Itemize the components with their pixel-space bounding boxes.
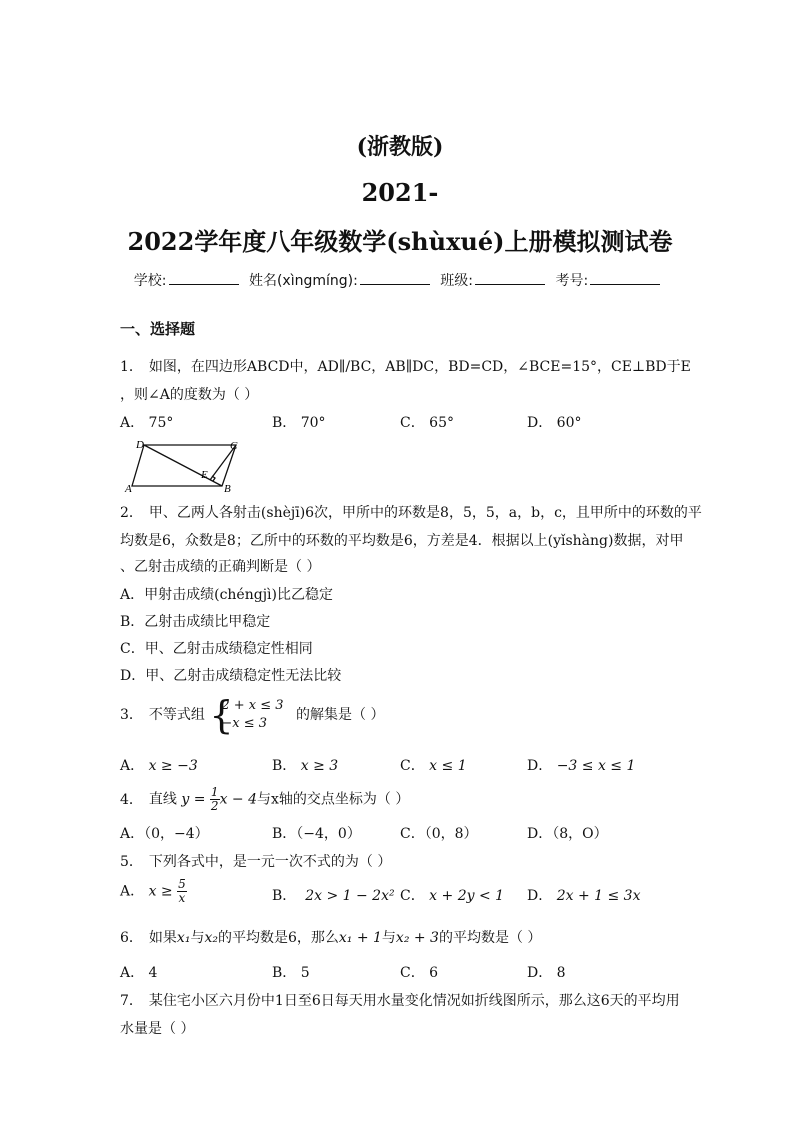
q5-option-d-label: D． bbox=[527, 888, 553, 904]
question-5-text: 下列各式中，是一元一次不式的为（ ） bbox=[148, 854, 392, 870]
school-blank[interactable] bbox=[169, 270, 239, 285]
question-6-text-1: 如果 bbox=[148, 930, 177, 946]
class-blank[interactable] bbox=[475, 270, 545, 285]
student-info-line bbox=[0, 270, 800, 290]
question-6-x2: x₂ bbox=[204, 930, 218, 946]
q3-option-a-math: x ≥ −3 bbox=[148, 758, 198, 774]
q3-option-c[interactable] bbox=[400, 755, 467, 775]
fraction-one-half bbox=[210, 786, 220, 813]
question-6-expr-2: x₂ + 3 bbox=[395, 930, 439, 946]
question-1-line-1 bbox=[120, 356, 691, 376]
fig-label-a: A bbox=[125, 483, 132, 494]
q6-option-a[interactable]: A． 4 bbox=[120, 965, 158, 981]
question-1-line-2: ，则∠A的度数为（ ） bbox=[120, 387, 259, 403]
title-line-2: 2022学年度八年级数学(shùxué)上册模拟测试卷 bbox=[127, 227, 673, 256]
q6-option-c[interactable]: C． 6 bbox=[400, 965, 439, 981]
question-4 bbox=[120, 786, 409, 813]
q5-option-d[interactable] bbox=[527, 885, 640, 905]
question-4-post: 与x轴的交点坐标为（ ） bbox=[257, 791, 410, 808]
question-3-pre: 不等式组 bbox=[148, 707, 205, 723]
fig-label-c: C bbox=[230, 440, 238, 452]
q3-option-a[interactable] bbox=[120, 755, 198, 775]
question-6-text-3: 的平均数是6，那么 bbox=[217, 930, 339, 946]
question-2-line-3: 、乙射击成绩的正确判断是（ ） bbox=[120, 559, 321, 575]
line-equation-rest: x − 4 bbox=[219, 791, 257, 808]
question-6-text-5: 的平均数是（ ） bbox=[438, 930, 542, 946]
q2-option-b[interactable]: B．乙射击成绩比甲稳定 bbox=[120, 614, 271, 630]
question-6 bbox=[120, 927, 541, 947]
question-7-line-2: 水量是（ ） bbox=[120, 1021, 195, 1037]
question-1-text: 如图，在四边形ABCD中，AD∥/BC，AB∥DC，BD=CD，∠BCE=15°，CE⊥BD于E bbox=[148, 359, 691, 375]
question-2-line-1 bbox=[120, 502, 702, 522]
question-3 bbox=[120, 693, 385, 737]
q5-option-d-math: 2x + 1 ≤ 3x bbox=[556, 888, 641, 904]
question-6-text-2: 与 bbox=[190, 930, 205, 946]
question-6-number: 6． bbox=[120, 930, 143, 946]
fraction-denominator: 2 bbox=[210, 799, 219, 813]
q1-option-c[interactable]: C． 65° bbox=[400, 415, 454, 431]
question-2-text: 甲、乙两人各射击(shèjī)6次，甲所中的环数是8，5，5，a，b，c，且甲所中的环数的平 bbox=[148, 505, 702, 521]
q5-option-b-label: B． bbox=[272, 888, 297, 904]
q5-option-c[interactable] bbox=[400, 885, 504, 905]
fraction-numerator: 1 bbox=[210, 785, 219, 799]
q3-option-d-label: D． bbox=[527, 758, 553, 774]
q3-option-d-math: −3 ≤ x ≤ 1 bbox=[556, 758, 636, 774]
q4-option-b[interactable]: B．（−4，0） bbox=[272, 826, 361, 842]
q5-option-b-math: 2x > 1 − 2x² bbox=[305, 888, 395, 904]
edition-heading: (浙教版) bbox=[356, 134, 444, 160]
q2-option-d[interactable]: D．甲、乙射击成绩稳定性无法比较 bbox=[120, 668, 342, 684]
section-heading: 一、选择题 bbox=[120, 320, 196, 338]
q5-fraction-numerator: 5 bbox=[178, 877, 186, 891]
q1-option-d[interactable]: D． 60° bbox=[527, 415, 582, 431]
question-3-number: 3． bbox=[120, 707, 143, 723]
q4-option-c[interactable]: C．（0，8） bbox=[400, 826, 478, 842]
q6-option-d[interactable]: D． 8 bbox=[527, 965, 566, 981]
number-label: 考号: bbox=[555, 273, 589, 289]
q3-option-c-label: C． bbox=[400, 758, 425, 774]
fig-label-b: B bbox=[224, 483, 231, 494]
brace-symbol: { bbox=[209, 693, 234, 737]
system-row-2: −x ≤ 3 bbox=[221, 716, 268, 731]
q3-option-d[interactable] bbox=[527, 755, 635, 775]
question-1-number: 1． bbox=[120, 359, 143, 375]
parallelogram-figure bbox=[122, 436, 248, 494]
number-blank[interactable] bbox=[590, 270, 660, 285]
q1-option-b[interactable]: B． 70° bbox=[272, 415, 326, 431]
question-6-expr-1: x₁ + 1 bbox=[338, 930, 382, 946]
q5-option-b[interactable] bbox=[272, 885, 395, 905]
question-2-line-2: 均数是6，众数是8；乙所中的环数的平均数是6，方差是4．根据以上(yǐshàng)数据，对甲 bbox=[120, 533, 684, 549]
question-4-pre: 直线 bbox=[148, 791, 177, 808]
name-label: 姓名(xìngmíng): bbox=[248, 273, 358, 289]
school-label: 学校: bbox=[133, 273, 167, 289]
q2-option-c[interactable]: C．甲、乙射击成绩稳定性相同 bbox=[120, 641, 313, 657]
question-5-number: 5． bbox=[120, 854, 143, 870]
q5-option-a-label: A． bbox=[120, 883, 145, 900]
q2-option-a[interactable]: A．甲射击成绩(chéngjì)比乙稳定 bbox=[120, 587, 333, 603]
class-label: 班级: bbox=[440, 273, 474, 289]
q5-option-a-fraction bbox=[177, 878, 187, 905]
question-6-text-4: 与 bbox=[381, 930, 396, 946]
question-7-line-1 bbox=[120, 990, 680, 1010]
q1-option-a[interactable]: A． 75° bbox=[120, 415, 174, 431]
q5-option-a[interactable] bbox=[120, 878, 187, 905]
fig-label-e: E bbox=[201, 469, 208, 481]
system-row-1: 2 + x ≤ 3 bbox=[221, 698, 284, 713]
question-7-number: 7． bbox=[120, 993, 143, 1009]
question-6-x1: x₁ bbox=[176, 930, 191, 946]
line-equation-y: y = bbox=[181, 791, 206, 808]
inequality-system bbox=[209, 693, 284, 737]
question-7-text: 某住宅小区六月份中1日至6日每天用水量变化情况如折线图所示，那么这6天的平均用 bbox=[148, 993, 680, 1009]
q3-option-b[interactable] bbox=[272, 755, 338, 775]
q5-fraction-denominator: x bbox=[178, 891, 186, 905]
question-3-post: 的解集是（ ） bbox=[296, 707, 385, 723]
fig-label-d: D bbox=[136, 439, 144, 451]
q3-option-b-label: B． bbox=[272, 758, 297, 774]
q3-option-b-math: x ≥ 3 bbox=[300, 758, 339, 774]
q5-option-a-math: x ≥ bbox=[148, 883, 173, 900]
question-4-number: 4． bbox=[120, 791, 143, 808]
question-2-number: 2． bbox=[120, 505, 143, 521]
name-blank[interactable] bbox=[360, 270, 430, 285]
q5-option-c-math: x + 2y < 1 bbox=[429, 888, 505, 904]
q6-option-b[interactable]: B． 5 bbox=[272, 965, 310, 981]
title-line-1: 2021- bbox=[361, 178, 439, 207]
question-5 bbox=[120, 851, 391, 871]
q5-option-c-label: C． bbox=[400, 888, 425, 904]
q3-option-c-math: x ≤ 1 bbox=[429, 758, 467, 774]
q4-option-d[interactable]: D．（8，O） bbox=[527, 826, 608, 842]
q3-option-a-label: A． bbox=[120, 758, 145, 774]
q4-option-a[interactable]: A．（0，−4） bbox=[120, 826, 209, 842]
